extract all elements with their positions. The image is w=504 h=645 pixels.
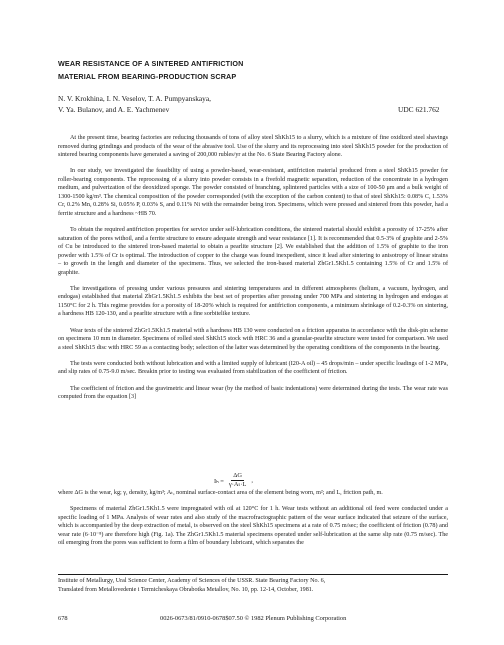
copyright-line: 0026-0673/81/0910-0678$07.50 © 1982 Plenum Publishing Corporation bbox=[160, 615, 347, 622]
paragraph: The tests were conducted both without lubrication and with a limited supply of lubricant (I20-A oil) – 45 drops/min – under specific loadings of 1-2 MPa, and slip rates of 0.75-9.0 m/sec. Breakin prior to testing was evaluated from stabilization of the coefficient of friction. bbox=[58, 360, 448, 376]
paragraph: In our study, we investigated the feasibility of using a powder-based, wear-resistant, antifriction material produced from a steel ShKh15 powder for roller-bearing components. The reprocessing of a slurry into powder consists in a fivefold magnetic separation, reduction of the concentrate in a hydrogen medium, and pulverization of the deoxidized sponge. The powder consisted of branching, splintered particles with a size of 100-50 μm and a bulk weight of 1300-1500 kg/m³. The chemical composition of the powder corresponded (with the exception of the carbon content) to that of steel ShKh15: 0.08% C, 1.53% Cr, 0.2% Mn, 0.28% Si, 0.05% P, 0.03% S, and 0.11% Ni with the remainder being iron. Specimens, which were pressed and sintered from this powder, had a ferrite structure and a hardness ~HB 70. bbox=[58, 168, 448, 217]
wear-rate-equation bbox=[214, 472, 253, 489]
article-title bbox=[58, 57, 458, 83]
title-line-1: WEAR RESISTANCE OF A SINTERED ANTIFRICTION bbox=[58, 59, 244, 68]
footnote-divider bbox=[58, 574, 448, 575]
footnote-line-2: Translated from Metallovedenie i Termicheskaya Obrabotka Metallov, No. 10, pp. 12-14, October, 1981. bbox=[58, 586, 314, 593]
page-number: 678 bbox=[58, 615, 68, 622]
equation-trailing-comma: , bbox=[251, 477, 254, 484]
paragraph: Wear texts of the sintered ZhGr1.5Kh1.5 material with a hardness HB 130 were conducted on a friction apparatus in accordance with the disk-pin scheme on specimens 10 mm in diameter. Specimens of rolled steel ShKh15 stock with HRC 36 and a granular-pearlite structure were tested for comparison. We used a steel ShKh15 disc with HRC 59 as a contacting body; selection of the latter was determined by the operating conditions of the components in the bearing. bbox=[58, 327, 448, 351]
authors-line-1: N. V. Krokhina, I. N. Veselov, T. A. Pumpyanskaya, bbox=[58, 94, 212, 103]
paragraph: The coefficient of friction and the gravimetric and linear wear (by the method of basic indentations) were determined during the tests. The wear rate was computed from the equation [3] bbox=[58, 385, 448, 401]
paragraph: To obtain the required antifriction properties for service under self-lubrication conditions, the sintered material should exhibit a porosity of 17-25% after saturation of the pores withoil, and a ferrite structure to ensure adequate strength and wear resistance [1]. It is recommended that 0.5-3% of graphite and 2-5% of Cu be introduced to the sintered iron-based material to obtain a pearlite structure [2]. We established that the addition of 1.5% of graphite to the iron powder with 1.5% of Cr is optimal. The introduction of copper to the charge was found inexpedient, since it lead after sintering to anisotropy of linear strains – to growth in the length and diameter of the specimens. Thus, we selected the iron-based material ZhGr1.5Kh1.5 containing 1.5% of Cr and 1.5% of graphite. bbox=[58, 227, 448, 276]
equation-fraction bbox=[227, 472, 248, 489]
equation-numerator: ΔG bbox=[233, 472, 243, 479]
equation-denominator: γ·Aₜ·L bbox=[228, 481, 247, 488]
article-body bbox=[58, 134, 448, 410]
authors-line-2: V. Ya. Bulanov, and A. E. Yachmenev bbox=[58, 105, 170, 114]
paragraph: The investigations of pressing under various pressures and sintering temperatures and in different atmospheres (helium, a vacuum, hydrogen, and endogas) established that material ZhGr1.5Kh1.5 exhibits the best set of properties after pressing under 700 MPa and sintering in hydrogen and endogas at 1150°C for 2 h. This regime provides for a porosity of 18-20% which is required for antifriction components, a minimum shrinkage of 0.2-0.3% on sintering, a hardness HB 120-130, and a pearlite structure with a fine sorbitelike texture. bbox=[58, 285, 448, 318]
title-line-2: MATERIAL FROM BEARING-PRODUCTION SCRAP bbox=[58, 72, 237, 81]
footnote-line-1: Institute of Metallurgy, Ural Science Center, Academy of Sciences of the USSR. State Bearing Factory No. 6, bbox=[58, 578, 326, 584]
equation-lhs: Iₕ = bbox=[214, 477, 224, 485]
paragraph: Specimens of material ZhGr1.5Kh1.5 were impregnated with oil at 120°C for 1 h. Wear tests without an additional oil feed were conducted under a specific loading of 1 MPa. Analysis of wear rates and also study of the macrofractographic pattern of the wear surface indicated that seizure of the surface, which is accompanied by the deep extraction of metal, is observed on the steel ShKh15 specimens at a rate of 0.75 m/sec; the coefficient of friction (0.78) and wear rate (6·10⁻⁸) are therefore high (Fig. 1a). The ZhGr1.5Kh1.5 material specimens operated under self-lubrication at the same slip rate (0.75 m/sec). The oil emerging from the pores was sufficient to form a film of boundary lubricant, which separates the bbox=[58, 506, 448, 547]
footnote bbox=[58, 577, 448, 594]
udc-code: UDC 621.762 bbox=[398, 105, 440, 114]
author-list bbox=[58, 93, 448, 115]
paragraph: At the present time, bearing factories are reducing thousands of tons of alloy steel ShKh15 to a slurry, which is a mixture of fine oxidized steel shavings removed during grindings and products of the wear of the abrasive tool. Use of the slurry and its reprocessing into steel ShKh15 powder for the production of sintered bearing components have generated a saving of 200,000 rubles/yr at the No. 6 State Bearing Factory alone. bbox=[58, 135, 448, 158]
article-body-continued bbox=[58, 489, 448, 556]
paragraph: where ΔG is the wear, kg; γ, density, kg/m³; Aₜ, nominal surface-contact area of the element being worn, m²; and L, friction path, m. bbox=[58, 490, 383, 496]
